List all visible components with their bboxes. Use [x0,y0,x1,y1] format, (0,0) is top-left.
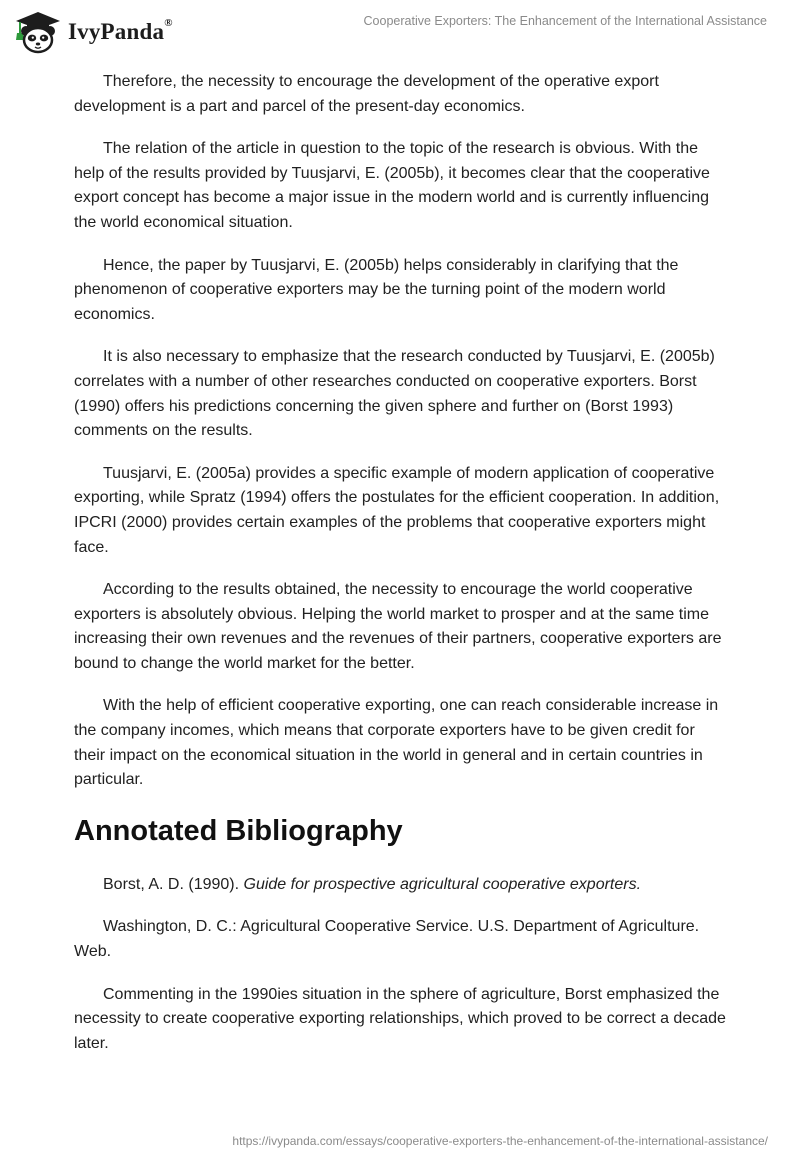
ivypanda-logo[interactable] [14,10,173,54]
bibliography-annotation: Commenting in the 1990ies situation in the sphere of agriculture, Borst emphasized the necessity to create cooperative exporting relationships, which proved to be correct a decade later. [74,985,726,1052]
paragraph-5: Tuusjarvi, E. (2005a) provides a specific example of modern application of cooperative exporting, while Spratz (1994) offers the postulates for the efficient cooperation. In addition, IPCRI (2000) provides certain examples of the problems that cooperative exporters might face. [74,464,720,556]
paragraph-7: With the help of efficient cooperative exporting, one can reach considerable increase in the company incomes, which means that corporate exporters have to be given credit for their impact on the economical situation in the world in general and in certain countries in particular. [74,697,719,789]
source-url-link[interactable]: https://ivypanda.com/essays/cooperative-exporters-the-enhancement-of-the-international-assistance/ [232,1134,768,1148]
essay-content [74,70,726,1074]
logo-wordmark: IvyPanda® [68,17,173,44]
paragraph-2: The relation of the article in question to the topic of the research is obvious. With the help of the results provided by Tuusjarvi, E. (2005b), it becomes clear that the cooperative export concept has become a major issue in the modern world and is currently influencing the world economical situation. [74,140,710,231]
document-title: Cooperative Exporters: The Enhancement of the International Assistance [363,14,767,28]
paragraph-1: Therefore, the necessity to encourage the development of the operative export development is a part and parcel of the present-day economics. [74,73,659,115]
panda-graduate-icon [14,10,62,54]
section-heading: Annotated Bibliography [74,814,403,847]
paragraph-4: It is also necessary to emphasize that the research conducted by Tuusjarvi, E. (2005b) correlates with a number of other researches conducted on cooperative exporters. Borst (1990) offers his predictions concerning the given sphere and further on (Borst 1993) comments on the results. [74,348,715,440]
bib-title: Guide for prospective agricultural cooperative exporters. [243,875,642,893]
bibliography-publisher: Washington, D. C.: Agricultural Cooperative Service. U.S. Department of Agriculture. Web. [74,918,700,961]
registered-mark: ® [164,17,173,29]
page-header [0,0,800,62]
paragraph-3: Hence, the paper by Tuusjarvi, E. (2005b) helps considerably in clarifying that the phenomenon of cooperative exporters may be the turning point of the modern world economics. [74,256,679,323]
bibliography-entry [74,873,726,898]
paragraph-6: According to the results obtained, the necessity to encourage the world cooperative exporters is absolutely obvious. Helping the world market to prosper and at the same time increasing their own revenues and the revenues of their partners, cooperative exporters are bound to change the world market for the better. [74,581,722,672]
bib-author: Borst, A. D. (1990). [103,875,244,893]
